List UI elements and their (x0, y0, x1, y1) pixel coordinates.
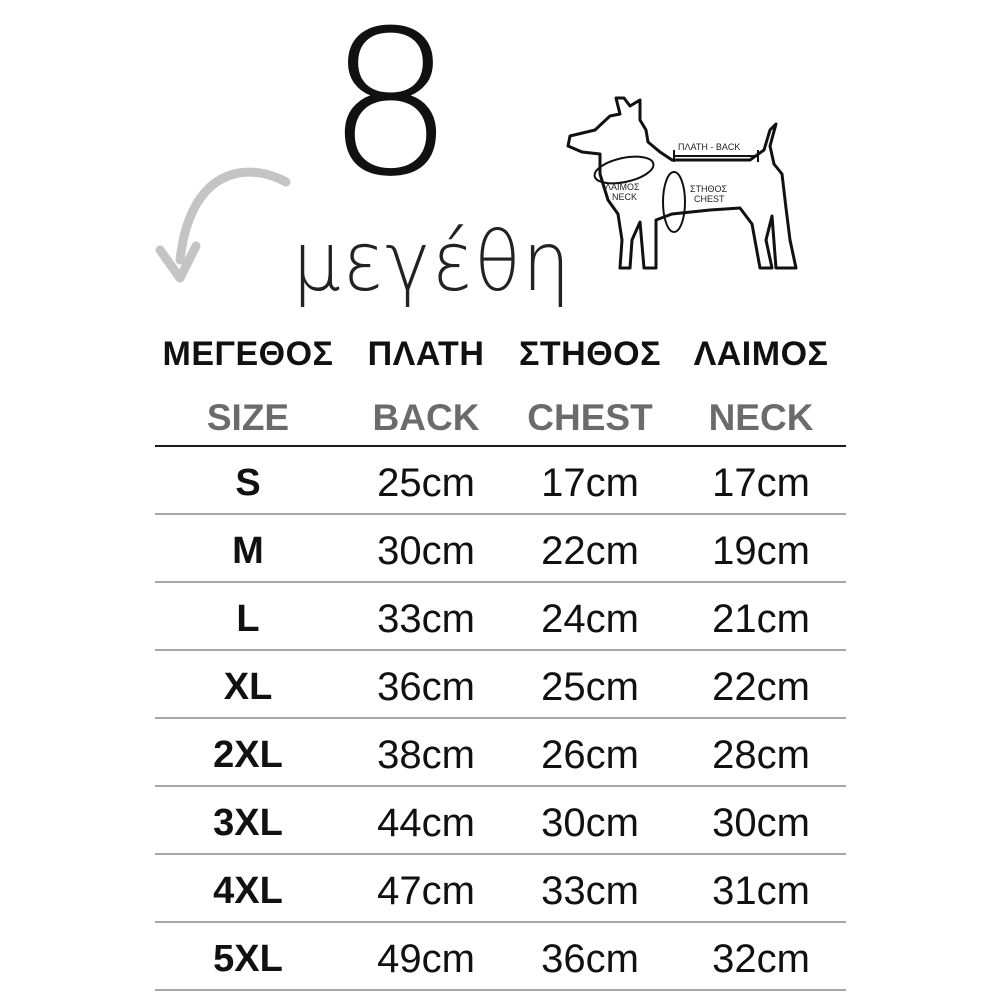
table-row (155, 651, 846, 719)
size-cell: XL (223, 666, 273, 708)
size-cell: M (232, 530, 264, 572)
chest-cell: 33cm (541, 869, 639, 913)
back-measure-label: ΠΛΑΤΗ - BACK (678, 142, 741, 152)
header-back-en: BACK (372, 397, 480, 438)
back-cell: 38cm (377, 733, 475, 777)
header-neck-gr: ΛΑΙΜΟΣ (693, 335, 829, 373)
size-cell: 4XL (213, 870, 283, 912)
chest-cell: 26cm (541, 733, 639, 777)
size-cell: 2XL (213, 734, 283, 776)
neck-cell: 28cm (712, 733, 810, 777)
neck-cell: 17cm (712, 461, 810, 505)
back-cell: 44cm (377, 801, 475, 845)
curved-arrow-icon (150, 160, 300, 290)
table-row (155, 447, 846, 515)
chest-cell: 25cm (541, 665, 639, 709)
chest-measure-label-en: CHEST (694, 194, 725, 204)
dog-measurement-icon (560, 90, 810, 280)
chest-cell: 17cm (541, 461, 639, 505)
back-cell: 33cm (377, 597, 475, 641)
back-cell: 49cm (377, 937, 475, 981)
chest-measure-label-gr: ΣΤΗΘΟΣ (690, 184, 728, 194)
header-size-en: SIZE (206, 397, 290, 438)
table-row (155, 515, 846, 583)
table-row (155, 583, 846, 651)
header-chest-en: CHEST (527, 397, 653, 438)
chest-cell: 36cm (541, 937, 639, 981)
header-chest-gr: ΣΤΗΘΟΣ (518, 335, 662, 373)
sizes-title: μεγέθη (292, 215, 573, 310)
chest-cell: 22cm (541, 529, 639, 573)
table-row (155, 719, 846, 787)
table-row (155, 923, 846, 991)
neck-cell: 31cm (712, 869, 810, 913)
size-table-body (155, 447, 846, 991)
neck-cell: 32cm (712, 937, 810, 981)
header-size-gr: ΜΕΓΕΘΟΣ (162, 335, 334, 373)
header-neck-en: NECK (708, 397, 814, 438)
neck-measure-label-en: NECK (612, 192, 638, 202)
size-cell: L (236, 598, 260, 640)
chest-cell: 24cm (541, 597, 639, 641)
neck-cell: 21cm (712, 597, 810, 641)
size-cell: 3XL (213, 802, 283, 844)
sizes-count: 8 (325, 0, 456, 221)
header-back-gr: ΠΛΑΤΗ (367, 335, 485, 373)
table-row (155, 855, 846, 923)
size-cell: S (235, 462, 261, 504)
neck-cell: 22cm (712, 665, 810, 709)
neck-measure-label-gr: ΛΑΙΜΟΣ (605, 182, 640, 192)
neck-cell: 19cm (712, 529, 810, 573)
size-cell: 5XL (213, 938, 283, 980)
chest-cell: 30cm (541, 801, 639, 845)
back-cell: 47cm (377, 869, 475, 913)
table-row (155, 787, 846, 855)
back-cell: 25cm (377, 461, 475, 505)
neck-cell: 30cm (712, 801, 810, 845)
back-cell: 36cm (377, 665, 475, 709)
back-cell: 30cm (377, 529, 475, 573)
